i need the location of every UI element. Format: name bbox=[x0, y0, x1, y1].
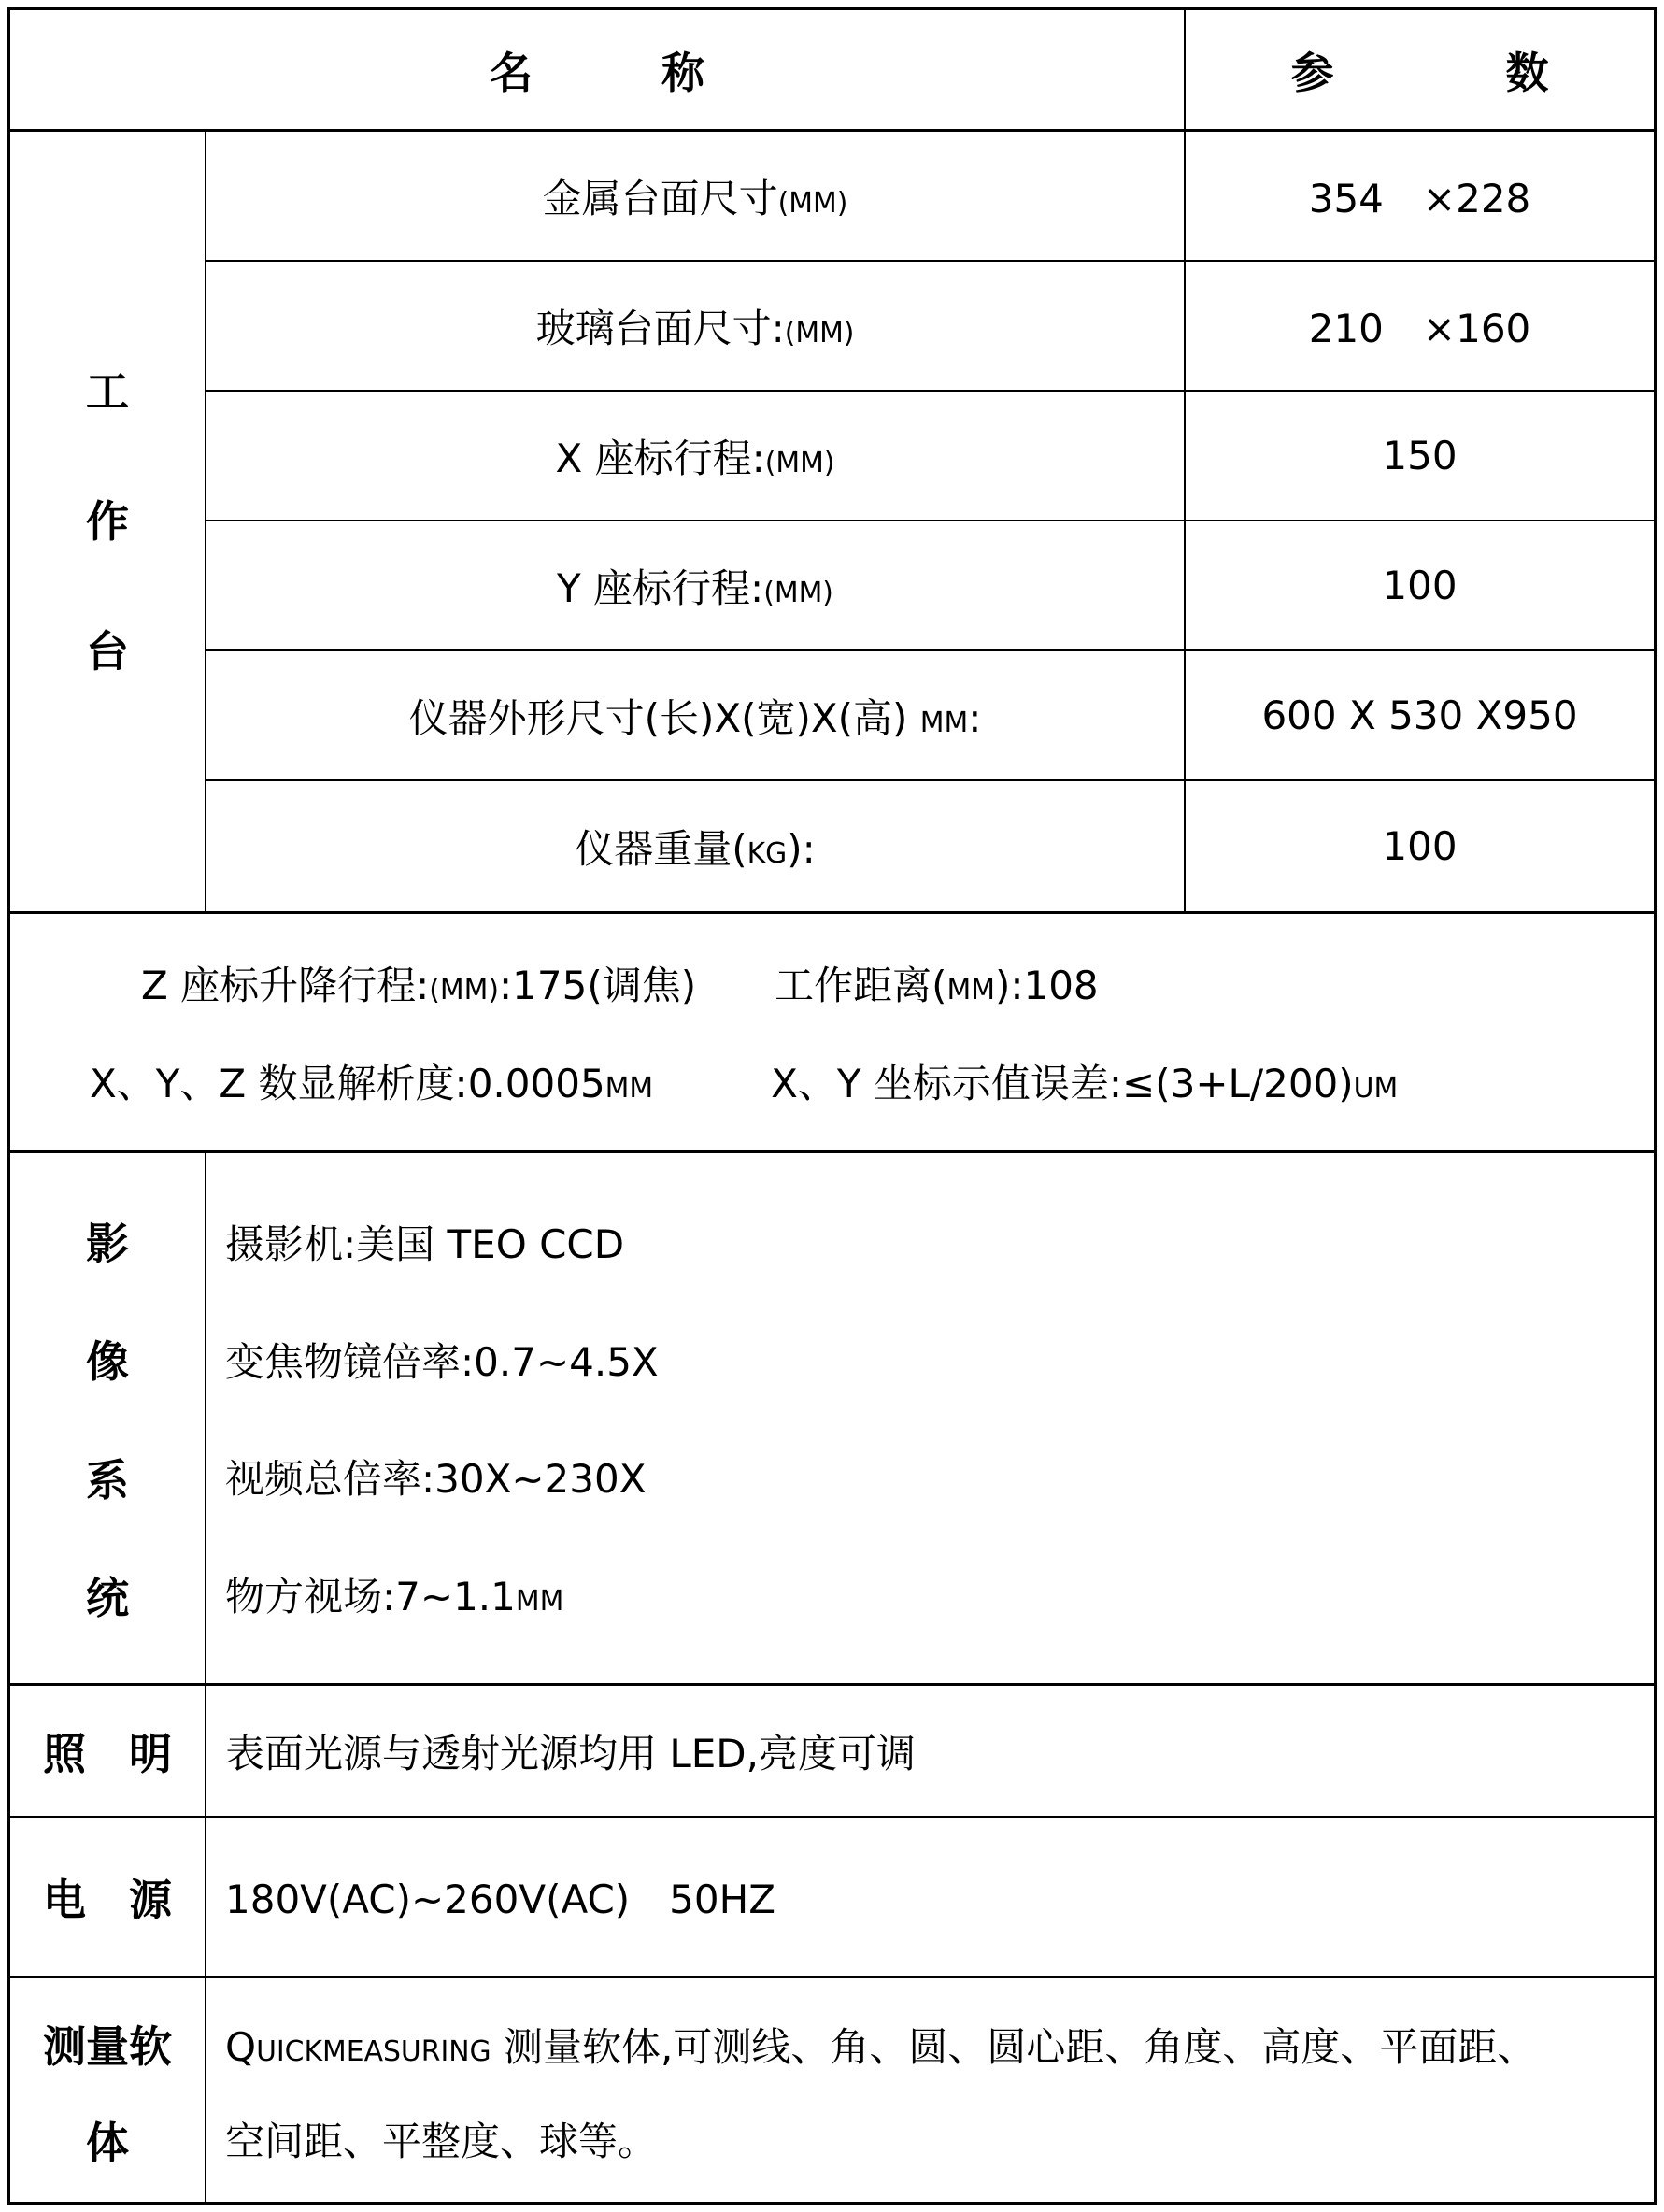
spec-name-cell bbox=[206, 392, 1184, 520]
field-of-view-line: 物方视场:7~1.1MM bbox=[225, 1573, 564, 1620]
lighting-content: 表面光源与透射光源均用 LED,亮度可调 bbox=[225, 1730, 916, 1777]
spec-value-cell bbox=[1184, 521, 1654, 649]
lighting-category-cell: 照 明 bbox=[10, 1686, 206, 1816]
table-row bbox=[206, 262, 1654, 392]
software-line-2: 空间距、平整度、球等。 bbox=[225, 2119, 658, 2164]
spec-name-cell bbox=[206, 651, 1184, 779]
spec-name-cell bbox=[206, 521, 1184, 649]
spec-value-cell bbox=[1184, 781, 1654, 911]
spec-value: 354 ×228 bbox=[1308, 175, 1531, 221]
imaging-category-char: 影 bbox=[86, 1218, 129, 1269]
spec-value-cell bbox=[1184, 392, 1654, 520]
imaging-category-char: 系 bbox=[86, 1454, 129, 1506]
spec-name: 仪器外形尺寸(长)X(宽)X(高) MM: bbox=[408, 694, 982, 741]
lighting-content-cell bbox=[206, 1686, 1654, 1816]
power-row bbox=[10, 1818, 1654, 1978]
table-row bbox=[206, 651, 1654, 781]
spec-value-cell bbox=[1184, 262, 1654, 390]
worktable-category-cell bbox=[10, 132, 206, 911]
spec-value-cell bbox=[1184, 132, 1654, 260]
lighting-row bbox=[10, 1686, 1654, 1818]
spec-value: 210 ×160 bbox=[1308, 305, 1531, 351]
worktable-rows bbox=[206, 132, 1654, 911]
worktable-category-char: 台 bbox=[86, 625, 129, 677]
software-category-line: 体 bbox=[86, 2118, 129, 2168]
table-row bbox=[206, 392, 1654, 521]
imaging-category-char: 统 bbox=[86, 1573, 129, 1624]
spec-table bbox=[7, 7, 1657, 2205]
software-row bbox=[10, 1978, 1654, 2205]
spec-name: Y 座标行程:(MM) bbox=[557, 564, 833, 611]
spec-name-cell bbox=[206, 132, 1184, 260]
imaging-category-cell bbox=[10, 1153, 206, 1683]
merged-specs-row bbox=[10, 914, 1654, 1153]
spec-name: 仪器重量(KG): bbox=[575, 825, 816, 872]
imaging-section bbox=[10, 1153, 1654, 1686]
spec-value: 600 X 530 X950 bbox=[1261, 692, 1578, 738]
worktable-category-char: 作 bbox=[86, 495, 129, 547]
spec-value-cell bbox=[1184, 651, 1654, 779]
header-param-cell: 参 数 bbox=[1184, 10, 1654, 129]
resolution-accuracy-line: X、Y、Z 数显解析度:0.0005MM X、Y 坐标示值误差:≤(3+L/200)UM bbox=[90, 1060, 1399, 1106]
worktable-section bbox=[10, 132, 1654, 914]
software-category-line: 测量软 bbox=[43, 2021, 172, 2072]
spec-value: 100 bbox=[1382, 823, 1458, 869]
zoom-objective-line: 变焦物镜倍率:0.7~4.5X bbox=[225, 1338, 659, 1385]
power-content: 180V(AC)~260V(AC) 50HZ bbox=[225, 1876, 775, 1922]
table-row bbox=[206, 521, 1654, 651]
power-category-cell: 电 源 bbox=[10, 1818, 206, 1976]
worktable-category-char: 工 bbox=[86, 365, 129, 417]
imaging-category-char: 像 bbox=[86, 1336, 129, 1388]
spec-name-cell bbox=[206, 262, 1184, 390]
table-row bbox=[206, 132, 1654, 262]
spec-name: 金属台面尺寸(MM) bbox=[542, 175, 848, 221]
power-content-cell bbox=[206, 1818, 1654, 1976]
z-travel-working-distance-line: Z 座标升降行程:(MM):175(调焦) 工作距离(MM):108 bbox=[141, 963, 1099, 1009]
software-line-1: QUICKMEASURING 测量软体,可测线、角、圆、圆心距、角度、高度、平面距、 bbox=[225, 2024, 1537, 2070]
spec-value: 100 bbox=[1382, 563, 1458, 608]
spec-name: X 座标行程:(MM) bbox=[555, 435, 835, 481]
spec-name: 玻璃台面尺寸:(MM) bbox=[535, 305, 855, 351]
spec-value: 150 bbox=[1382, 433, 1458, 478]
software-category-cell bbox=[10, 1978, 206, 2205]
spec-name-cell bbox=[206, 781, 1184, 911]
software-content-cell bbox=[206, 1978, 1654, 2205]
camera-line: 摄影机:美国 TEO CCD bbox=[225, 1221, 625, 1268]
imaging-content-cell bbox=[206, 1153, 1654, 1683]
table-row bbox=[206, 781, 1654, 911]
header-row bbox=[10, 10, 1654, 132]
video-magnification-line: 视频总倍率:30X~230X bbox=[225, 1456, 647, 1503]
header-name-cell: 名 称 bbox=[490, 47, 704, 98]
